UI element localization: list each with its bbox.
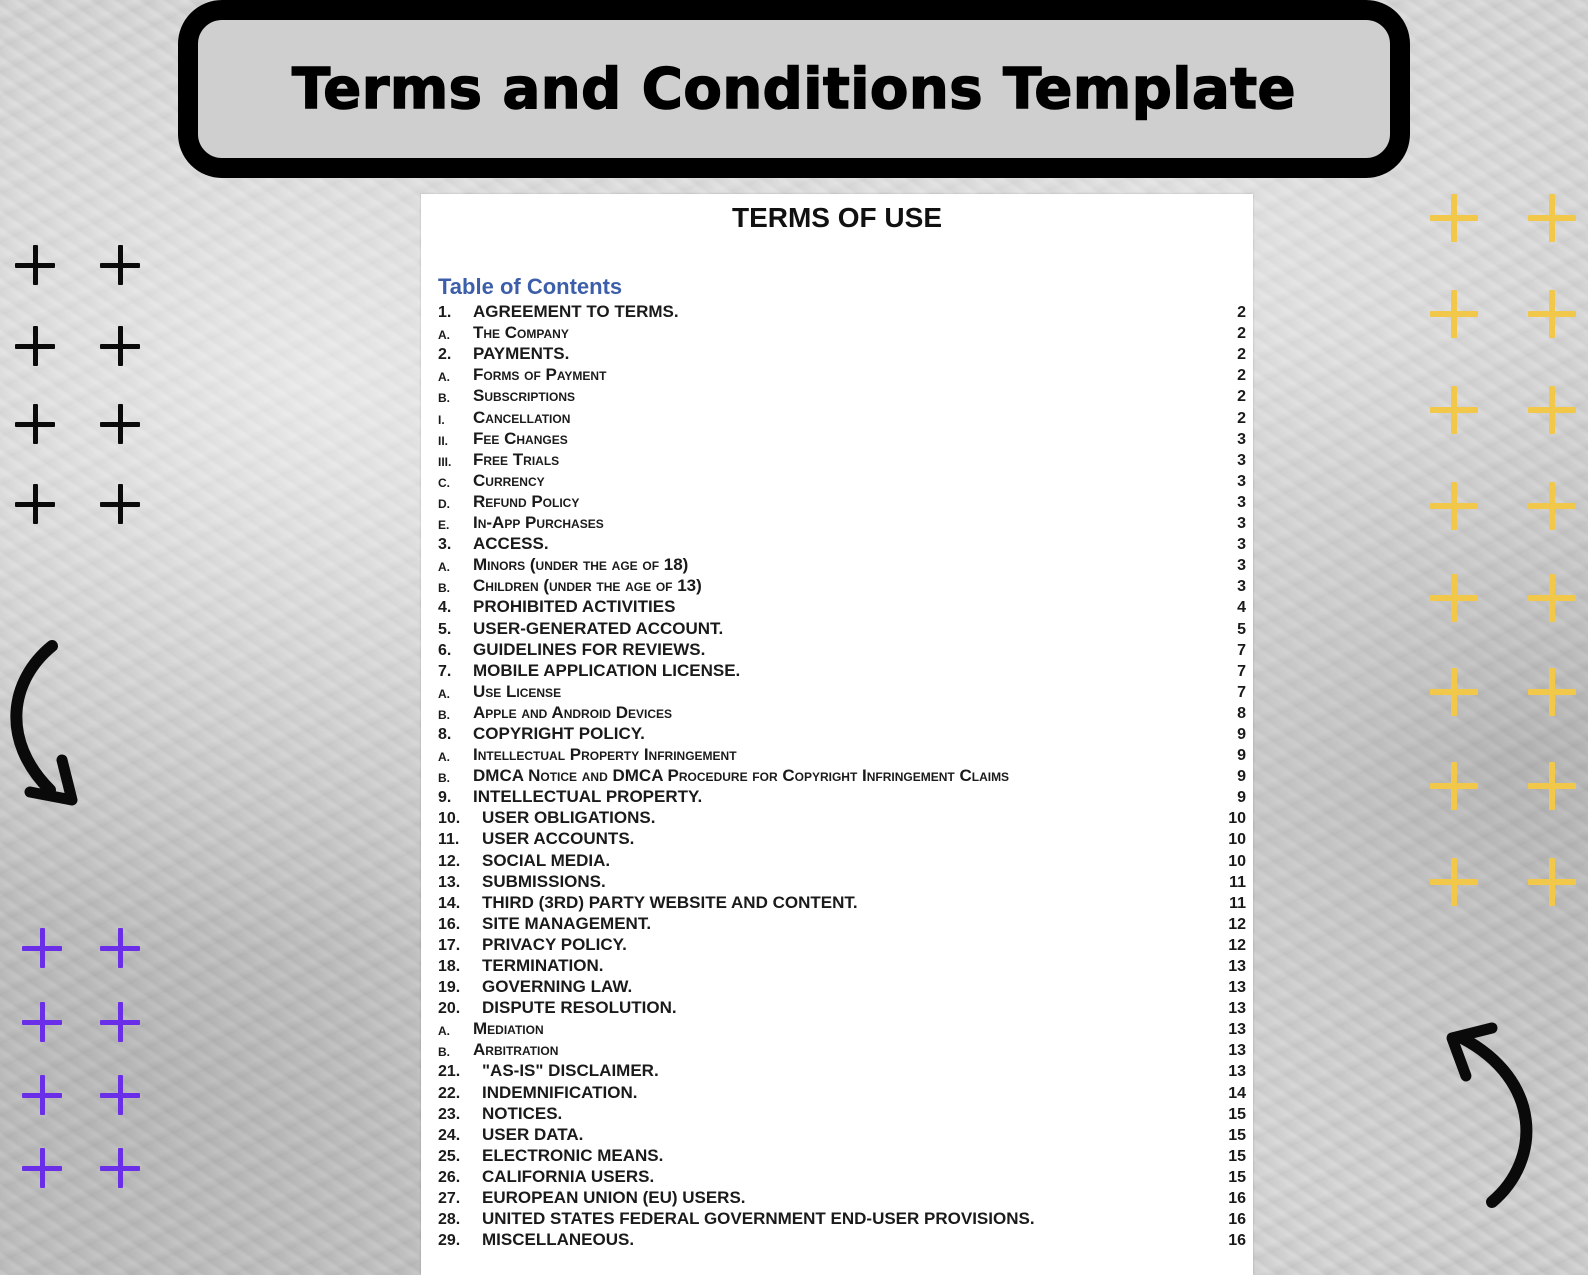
toc-entry[interactable] — [438, 514, 1246, 535]
toc-entry-page: 9 — [1237, 747, 1246, 765]
toc-entry-page: 2 — [1237, 325, 1246, 343]
toc-entry[interactable] — [438, 1210, 1246, 1231]
toc-entry-number: 22. — [438, 1084, 461, 1102]
toc-entry-label: SUBMISSIONS. — [482, 871, 606, 891]
toc-entry-number: A. — [438, 560, 450, 575]
toc-entry-label: SITE MANAGEMENT. — [482, 913, 652, 933]
plus-icon — [1430, 194, 1478, 242]
toc-entry[interactable] — [438, 472, 1246, 493]
plus-icon — [15, 404, 55, 444]
toc-entry-label: In-App Purchases — [473, 513, 604, 533]
plus-icon — [22, 1002, 62, 1042]
toc-entry-label: Currency — [473, 470, 545, 490]
plus-icon — [1430, 668, 1478, 716]
toc-entry-number: D. — [438, 496, 450, 511]
plus-icon — [100, 245, 140, 285]
toc-entry-number: 18. — [438, 958, 461, 975]
toc-entry-page: 11 — [1229, 873, 1246, 891]
plus-icon — [1528, 574, 1576, 622]
plus-icon — [100, 1002, 140, 1042]
toc-entry-number: 27. — [438, 1190, 461, 1208]
toc-entry[interactable] — [438, 324, 1246, 345]
toc-entry-label: COPYRIGHT POLICY. — [473, 723, 645, 743]
toc-entry-page: 12 — [1228, 936, 1246, 954]
toc-entry-number: 2. — [438, 346, 452, 364]
toc-entry[interactable] — [438, 387, 1246, 408]
toc-entry-label: USER DATA. — [482, 1124, 584, 1144]
plus-icon — [100, 326, 140, 366]
toc-entry-page: 13 — [1228, 1000, 1246, 1018]
toc-entry-label: Free Trials — [473, 449, 560, 469]
toc-entry-number: 6. — [438, 641, 452, 659]
toc-entry-number: II. — [438, 433, 449, 448]
plus-icon — [15, 245, 55, 285]
plus-icon — [1528, 858, 1576, 906]
toc-entry-label: Minors (under the age of 18) — [473, 555, 689, 575]
toc-entry-page: 2 — [1237, 304, 1246, 322]
toc-entry-page: 3 — [1237, 493, 1246, 511]
toc-entry-page: 12 — [1228, 915, 1246, 933]
plus-icon — [22, 1075, 62, 1115]
toc-entry-page: 13 — [1228, 958, 1246, 975]
toc-entry-label: PRIVACY POLICY. — [482, 934, 627, 954]
toc-entry[interactable] — [438, 408, 1246, 429]
toc-entry-label: Children (under the age of 13) — [473, 576, 702, 596]
plus-icon — [100, 928, 140, 968]
toc-entry-label: Cancellation — [473, 407, 571, 427]
toc-entry-page: 16 — [1228, 1211, 1246, 1229]
toc-entry-label: NOTICES. — [482, 1103, 563, 1123]
toc-entry[interactable] — [438, 957, 1246, 978]
toc-entry-label: ELECTRONIC MEANS. — [482, 1145, 664, 1165]
toc-entry-page: 5 — [1237, 620, 1246, 638]
plus-icon — [100, 1075, 140, 1115]
toc-entry-label: The Company — [473, 323, 569, 343]
toc-entry[interactable] — [438, 1083, 1246, 1104]
toc-entry-number: III. — [438, 454, 452, 469]
toc-entry-number: 1. — [438, 304, 452, 322]
toc-entry[interactable] — [438, 936, 1246, 957]
toc-entry[interactable] — [438, 978, 1246, 999]
toc-entry-number: 3. — [438, 536, 452, 554]
toc-entry-number: A. — [438, 370, 450, 385]
toc-entry[interactable] — [438, 577, 1246, 598]
toc-entry-label: CALIFORNIA USERS. — [482, 1166, 655, 1186]
toc-entry[interactable] — [438, 641, 1246, 662]
toc-entry-number: A. — [438, 750, 450, 765]
toc-entry-page: 10 — [1228, 852, 1246, 870]
toc-entry-number: 23. — [438, 1105, 461, 1123]
plus-icon — [22, 928, 62, 968]
toc-entry-number: 19. — [438, 979, 461, 997]
table-of-contents — [438, 303, 1246, 1252]
toc-entry-number: 13. — [438, 873, 461, 891]
toc-entry-label: USER ACCOUNTS. — [482, 829, 635, 849]
plus-icon — [1528, 762, 1576, 810]
toc-entry-page: 3 — [1237, 578, 1246, 596]
toc-entry-page: 15 — [1228, 1168, 1246, 1186]
plus-icon — [100, 1148, 140, 1188]
toc-entry[interactable] — [438, 809, 1246, 830]
toc-entry[interactable] — [438, 725, 1246, 746]
toc-entry-label: INTELLECTUAL PROPERTY. — [473, 787, 703, 807]
toc-entry-number: 10. — [438, 810, 461, 828]
toc-entry-label: ACCESS. — [473, 534, 549, 554]
toc-entry[interactable] — [438, 704, 1246, 725]
toc-entry[interactable] — [438, 451, 1246, 472]
toc-entry-number: 7. — [438, 662, 452, 680]
toc-entry[interactable] — [438, 1020, 1246, 1041]
toc-entry[interactable] — [438, 556, 1246, 577]
toc-entry[interactable] — [438, 999, 1246, 1020]
toc-entry-page: 8 — [1237, 704, 1246, 722]
toc-entry[interactable] — [438, 598, 1246, 619]
toc-entry-number: B. — [438, 707, 450, 722]
toc-entry[interactable] — [438, 430, 1246, 451]
toc-entry-page: 11 — [1229, 894, 1246, 912]
toc-entry-page: 3 — [1237, 430, 1246, 448]
plus-icon — [1430, 762, 1478, 810]
document-heading: TERMS OF USE — [731, 202, 942, 233]
toc-entry[interactable] — [438, 1062, 1246, 1083]
toc-entry[interactable] — [438, 830, 1246, 851]
toc-entry-label: GOVERNING LAW. — [482, 977, 633, 997]
toc-entry-label: GUIDELINES FOR REVIEWS. — [473, 639, 706, 659]
toc-entry-label: MOBILE APPLICATION LICENSE. — [473, 660, 741, 680]
toc-entry-number: A. — [438, 328, 450, 343]
toc-entry[interactable] — [438, 366, 1246, 387]
toc-entry-number: 14. — [438, 894, 461, 912]
toc-entry[interactable] — [438, 851, 1246, 872]
toc-entry-page: 3 — [1237, 557, 1246, 575]
toc-entry[interactable] — [438, 683, 1246, 704]
toc-entry-label: USER OBLIGATIONS. — [482, 808, 656, 828]
toc-entry-label: Subscriptions — [473, 386, 576, 406]
plus-icon — [1430, 386, 1478, 434]
toc-entry-number: 26. — [438, 1168, 461, 1186]
plus-icon — [1528, 668, 1576, 716]
banner-title: Terms and Conditions Template — [291, 56, 1297, 122]
toc-entry[interactable] — [438, 746, 1246, 767]
toc-entry-number: B. — [438, 391, 450, 406]
toc-entry-page: 16 — [1228, 1232, 1246, 1250]
toc-entry-page: 2 — [1237, 409, 1246, 427]
toc-entry-page: 3 — [1237, 536, 1246, 554]
toc-entry-page: 10 — [1228, 831, 1246, 849]
toc-entry-page: 16 — [1228, 1190, 1246, 1208]
toc-entry-label: MISCELLANEOUS. — [482, 1230, 635, 1250]
plus-icon — [1430, 290, 1478, 338]
plus-icon — [1528, 482, 1576, 530]
toc-entry-page: 4 — [1237, 599, 1246, 617]
plus-icon — [100, 404, 140, 444]
toc-entry-number: 17. — [438, 936, 461, 954]
toc-entry[interactable] — [438, 303, 1246, 324]
toc-entry-page: 10 — [1228, 810, 1246, 828]
toc-entry[interactable] — [438, 915, 1246, 936]
plus-icon — [1528, 194, 1576, 242]
curved-arrow-icon — [0, 640, 110, 820]
plus-icon — [100, 484, 140, 524]
toc-entry-page: 13 — [1228, 1063, 1246, 1081]
plus-icon — [15, 326, 55, 366]
toc-entry-page: 3 — [1237, 515, 1246, 533]
toc-entry-label: Intellectual Property Infringement — [473, 745, 737, 765]
toc-entry-page: 7 — [1237, 662, 1246, 680]
toc-entry[interactable] — [438, 788, 1246, 809]
toc-entry-label: Fee Changes — [473, 428, 568, 448]
toc-entry[interactable] — [438, 345, 1246, 366]
toc-entry-number: 20. — [438, 1000, 461, 1018]
toc-entry-label: EUROPEAN UNION (EU) USERS. — [482, 1188, 746, 1208]
toc-entry-page: 9 — [1237, 725, 1246, 743]
toc-entry-label: Refund Policy — [473, 491, 580, 511]
toc-entry-label: UNITED STATES FEDERAL GOVERNMENT END-USER PROVISIONS. — [482, 1209, 1035, 1229]
toc-entry-number: 29. — [438, 1232, 461, 1250]
toc-entry[interactable] — [438, 1189, 1246, 1210]
toc-entry-number: 28. — [438, 1211, 461, 1229]
toc-entry[interactable] — [438, 1041, 1246, 1062]
toc-entry-page: 2 — [1237, 388, 1246, 406]
toc-entry-label: THIRD (3RD) PARTY WEBSITE AND CONTENT. — [482, 892, 858, 912]
toc-entry-number: 11. — [438, 831, 460, 849]
toc-entry-number: B. — [438, 771, 450, 786]
plus-icon — [15, 484, 55, 524]
toc-heading: Table of Contents — [438, 274, 623, 299]
toc-entry-label: TERMINATION. — [482, 956, 604, 975]
toc-entry-label: PROHIBITED ACTIVITIES — [473, 597, 676, 617]
toc-entry-number: B. — [438, 1045, 450, 1060]
toc-entry-label: SOCIAL MEDIA. — [482, 850, 611, 870]
plus-icon — [1430, 574, 1478, 622]
toc-entry[interactable] — [438, 1147, 1246, 1168]
toc-entry-number: 8. — [438, 725, 452, 743]
toc-entry-page: 14 — [1228, 1084, 1246, 1102]
toc-entry-number: C. — [438, 475, 450, 490]
plus-icon — [1430, 858, 1478, 906]
toc-entry[interactable] — [438, 1168, 1246, 1189]
toc-entry-page: 15 — [1228, 1105, 1246, 1123]
toc-entry[interactable] — [438, 1231, 1246, 1252]
toc-entry-number: 21. — [438, 1063, 461, 1081]
document-page — [421, 194, 1253, 1275]
toc-entry-number: 24. — [438, 1126, 461, 1144]
toc-entry[interactable] — [438, 1126, 1246, 1147]
toc-entry-page: 15 — [1228, 1126, 1246, 1144]
toc-entry-number: E. — [438, 518, 450, 533]
toc-entry[interactable] — [438, 535, 1246, 556]
toc-entry[interactable] — [438, 767, 1246, 788]
toc-entry-number: I. — [438, 412, 445, 427]
toc-entry[interactable] — [438, 662, 1246, 683]
toc-entry-page: 3 — [1237, 472, 1246, 490]
toc-entry-label: Forms of Payment — [473, 365, 607, 385]
toc-entry-label: DMCA Notice and DMCA Procedure for Copyright Infringement Claims — [473, 766, 1010, 786]
toc-entry-number: 9. — [438, 789, 452, 807]
toc-entry[interactable] — [438, 493, 1246, 514]
toc-entry-page: 7 — [1237, 683, 1246, 701]
toc-entry-page: 13 — [1228, 1042, 1246, 1060]
toc-entry[interactable] — [438, 894, 1246, 915]
toc-entry-number: 5. — [438, 620, 452, 638]
toc-entry[interactable] — [438, 1105, 1246, 1126]
toc-entry-number: A. — [438, 686, 450, 701]
toc-entry-number: 4. — [438, 599, 452, 617]
plus-icon — [1528, 386, 1576, 434]
toc-entry-label: INDEMNIFICATION. — [482, 1082, 638, 1102]
toc-entry[interactable] — [438, 619, 1246, 640]
toc-entry-page: 9 — [1237, 768, 1246, 786]
toc-entry-label: USER-GENERATED ACCOUNT. — [473, 618, 724, 638]
title-banner — [178, 0, 1410, 178]
toc-entry[interactable] — [438, 873, 1246, 894]
toc-entry-label: DISPUTE RESOLUTION. — [482, 998, 677, 1018]
toc-entry-label: PAYMENTS. — [473, 344, 570, 364]
toc-entry-number: B. — [438, 581, 450, 596]
toc-entry-page: 15 — [1228, 1147, 1246, 1165]
toc-entry-label: Use License — [473, 681, 562, 701]
toc-entry-page: 13 — [1228, 979, 1246, 997]
toc-entry-page: 9 — [1237, 789, 1246, 807]
toc-entry-page: 3 — [1237, 451, 1246, 469]
toc-entry-label: "AS-IS" DISCLAIMER. — [482, 1061, 659, 1081]
toc-entry-page: 2 — [1237, 346, 1246, 364]
toc-entry-number: 12. — [438, 852, 461, 870]
toc-entry-page: 2 — [1237, 367, 1246, 385]
plus-icon — [22, 1148, 62, 1188]
plus-icon — [1528, 290, 1576, 338]
toc-entry-page: 7 — [1237, 641, 1246, 659]
toc-entry-number: 25. — [438, 1147, 461, 1165]
toc-entry-label: Apple and Android Devices — [473, 702, 673, 722]
toc-entry-label: Mediation — [473, 1019, 544, 1039]
toc-entry-number: 16. — [438, 915, 461, 933]
curved-arrow-icon — [1432, 1020, 1552, 1210]
toc-entry-label: Arbitration — [473, 1040, 559, 1060]
toc-entry-number: A. — [438, 1024, 450, 1039]
plus-icon — [1430, 482, 1478, 530]
toc-entry-label: AGREEMENT TO TERMS. — [473, 302, 679, 322]
toc-entry-page: 13 — [1228, 1021, 1246, 1039]
